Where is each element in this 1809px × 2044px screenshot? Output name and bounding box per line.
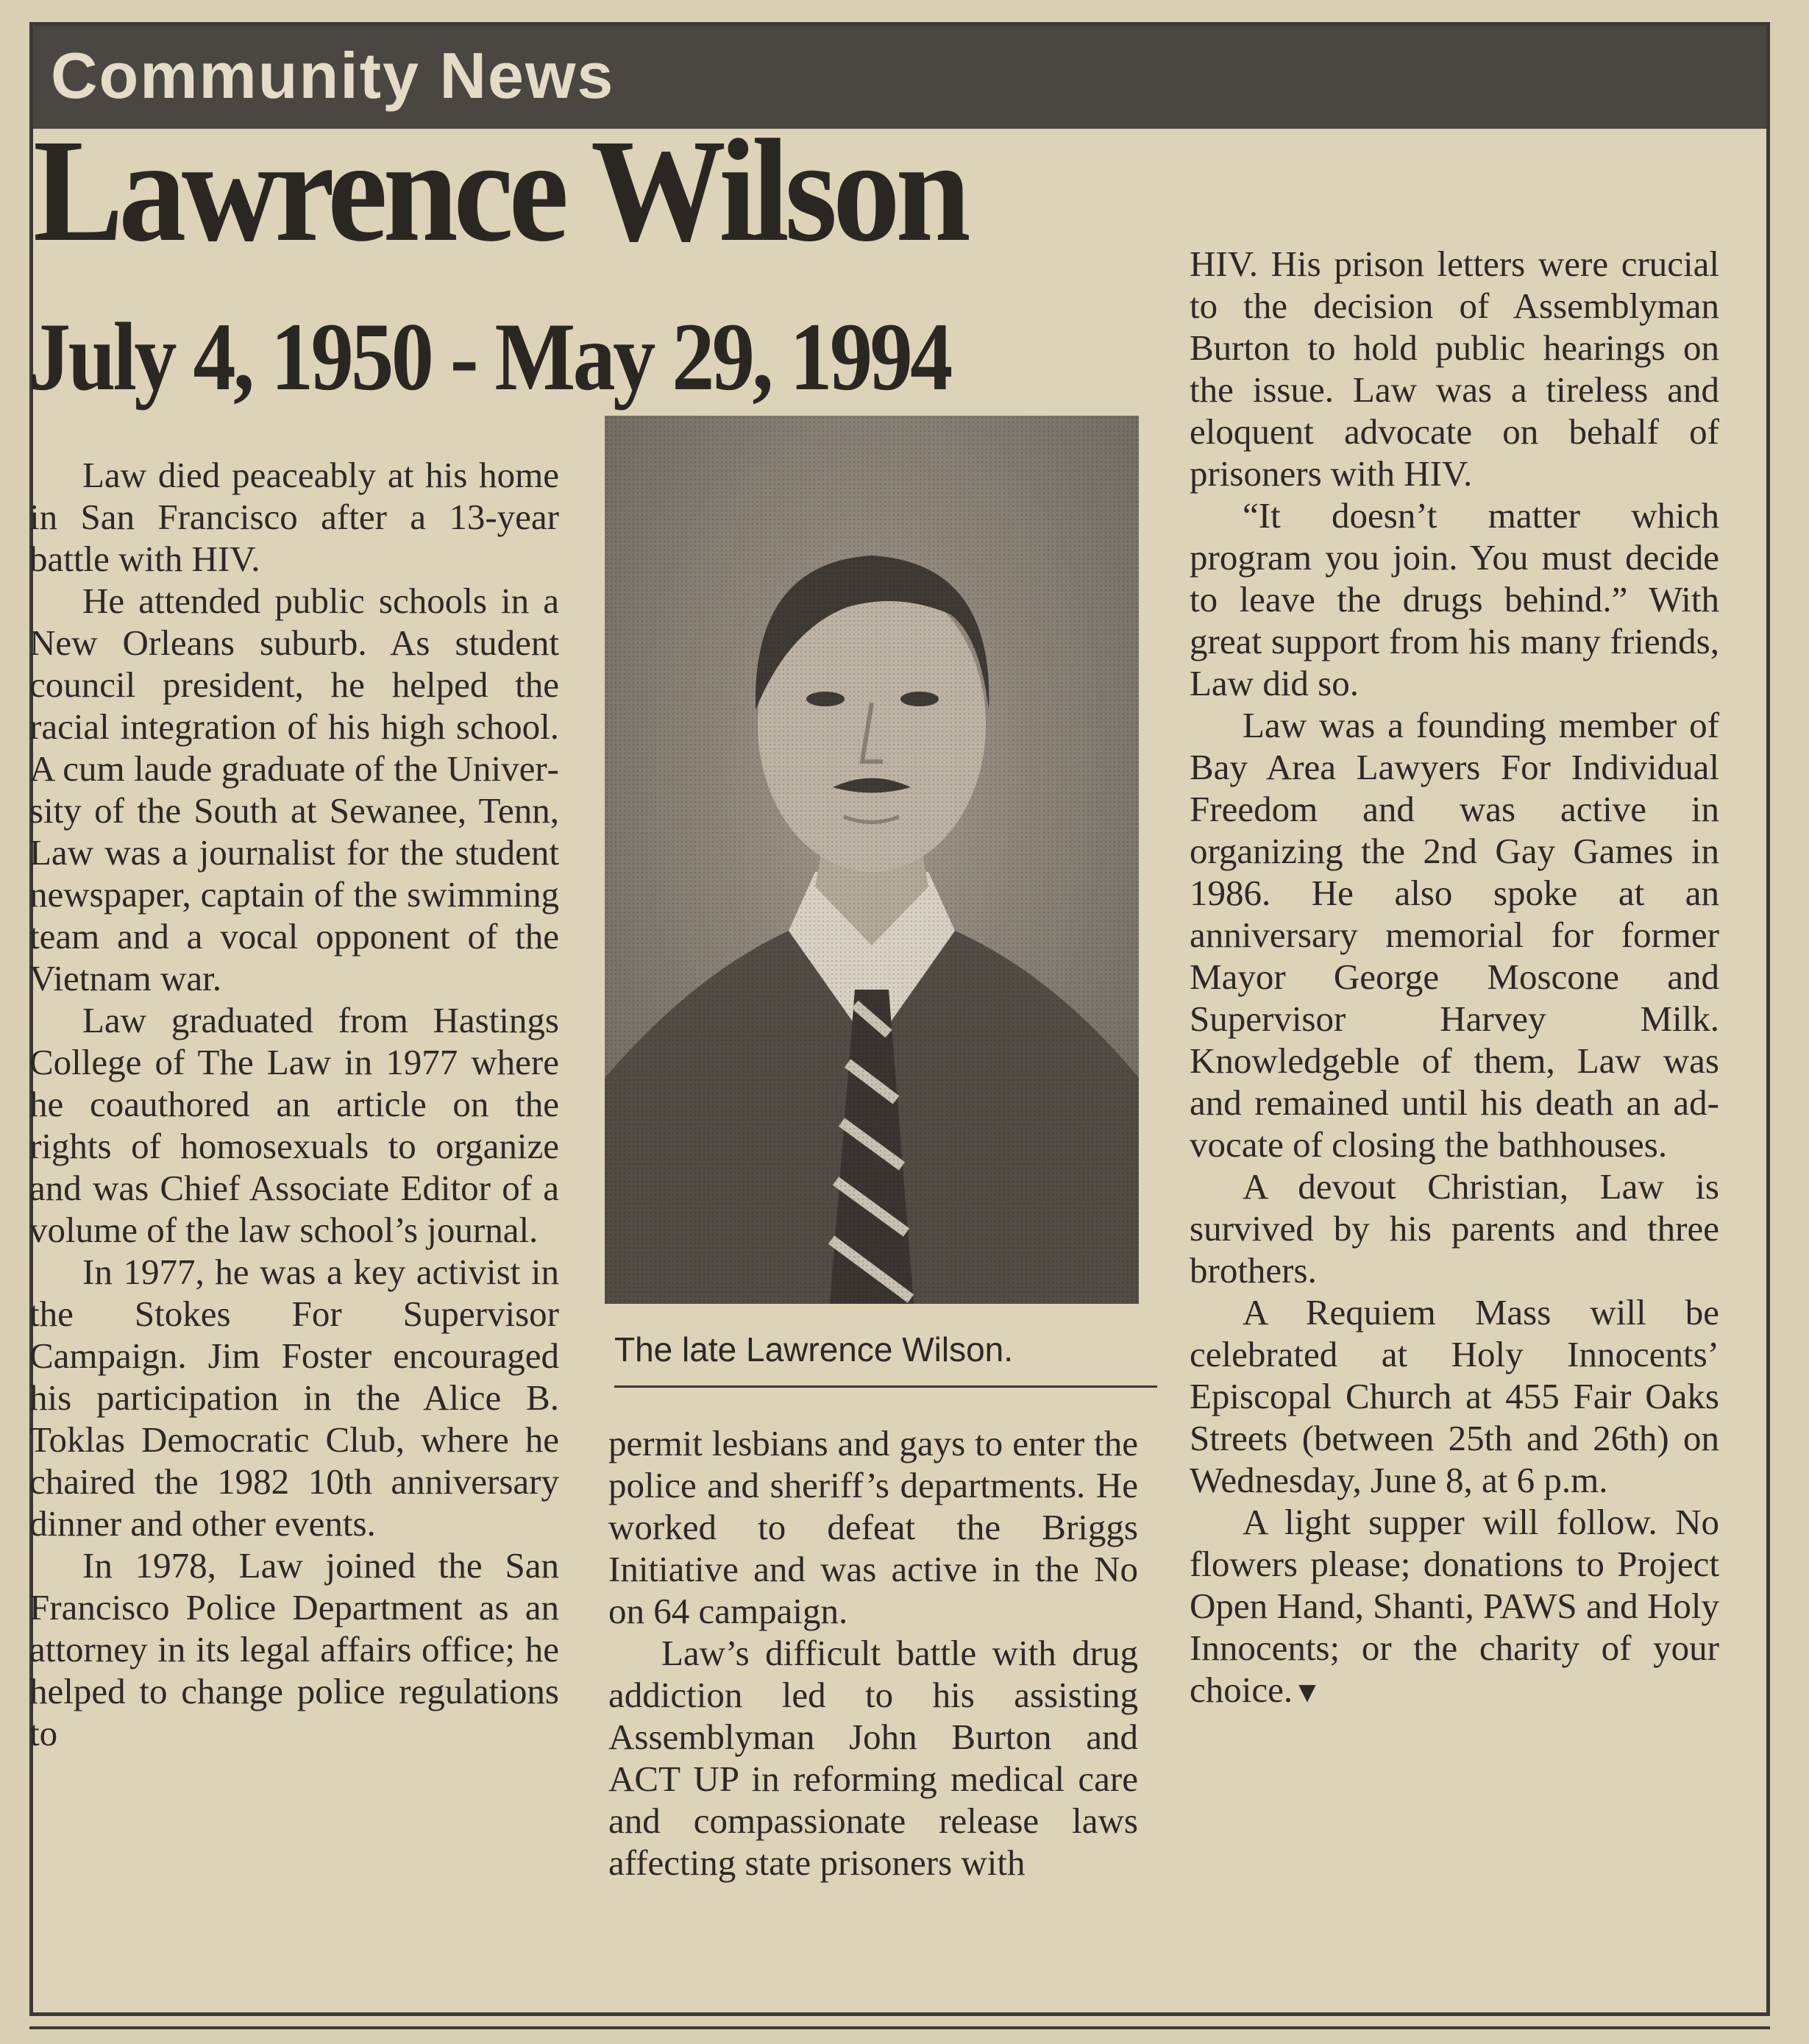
- text-column-2: [608, 1422, 1138, 1884]
- paragraph: permit lesbians and gays to enter the police and sheriff’s departments. He worked to defeat the Briggs Initiative and was active in the No on 64 campaign.: [608, 1423, 1138, 1631]
- paragraph: Law died peaceably at his home in San Francisco after a 13-year battle with HIV.: [29, 455, 559, 579]
- paragraph: Law’s difficult battle with drug addiction led to his assisting Assemblyman John Burton and ACT UP in reforming medical care and compassionate release laws affecting state prisoners with: [608, 1633, 1138, 1883]
- headline: Lawrence Wilson: [33, 110, 967, 272]
- end-mark-icon: ▼: [1293, 1675, 1322, 1708]
- paragraph: A devout Christian, Law is survived by his parents and three brothers.: [1190, 1166, 1719, 1291]
- portrait-image: [605, 416, 1139, 1304]
- paragraph: A Requiem Mass will be celebrated at Holy Innocents’ Episcopal Church at 455 Fair Oaks Streets (between 25th and 26th) on Wednesday, June 8, at 6 p.m.: [1190, 1292, 1719, 1500]
- paragraph: In 1977, he was a key activist in the Stokes For Supervisor Campaign. Jim Foster encouraged his participation in the Alice B. Toklas Democratic Club, where he chaired the 1982 10th anniversary dinner and other events.: [29, 1252, 559, 1544]
- paragraph: “It doesn’t matter which program you join. You must decide to leave the drugs behind.” With great support from his many friends, Law did so.: [1190, 495, 1719, 703]
- caption-rule: [614, 1385, 1157, 1388]
- section-title: Community News: [51, 39, 615, 112]
- text-column-1: [29, 454, 559, 1754]
- paragraph: Law graduated from Hastings College of The Law in 1977 where he coauthored an article on the rights of homosexuals to organize and was Chief Associate Editor of a volume of the law school’s journal.: [29, 1000, 559, 1250]
- life-dates: July 4, 1950 - May 29, 1994: [28, 302, 950, 411]
- paragraph: [1190, 1501, 1719, 1713]
- paragraph: Law was a founding member of Bay Area Lawyers For Individual Freedom and was active in organizing the 2nd Gay Games in 1986. He also spoke at an anniversary memorial for former Mayor George Moscone and Supervisor Harvey Milk. Knowledgeble of them, Law was and remained until his death an advocate of closing the bathhouses.: [1190, 705, 1719, 1165]
- paragraph: He attended public schools in a New Orleans suburb. As student council president, he helped the racial integration of his high school. A cum laude graduate of the University of the South at Sewanee, Tenn, Law was a journalist for the student newspaper, captain of the swimming team and a vocal opponent of the Vietnam war.: [29, 581, 559, 998]
- photo-caption: The late Lawrence Wilson.: [614, 1330, 1014, 1369]
- paragraph: HIV. His prison letters were crucial to the decision of Assemblyman Burton to hold public hearings on the issue. Law was a tireless and eloquent advocate on behalf of prisoners with HIV.: [1190, 244, 1719, 494]
- bottom-rule: [29, 2026, 1770, 2029]
- text-column-3: [1190, 243, 1719, 1713]
- paragraph: In 1978, Law joined the San Francisco Police Department as an attorney in its legal affairs office; he helped to change police regulations to: [29, 1545, 559, 1753]
- portrait-photo: [605, 416, 1139, 1304]
- paragraph-text: A light supper will follow. No flowers please; donations to Project Open Hand, Shanti, PAWS and Holy Innocents; or the charity of your choice.: [1190, 1502, 1719, 1710]
